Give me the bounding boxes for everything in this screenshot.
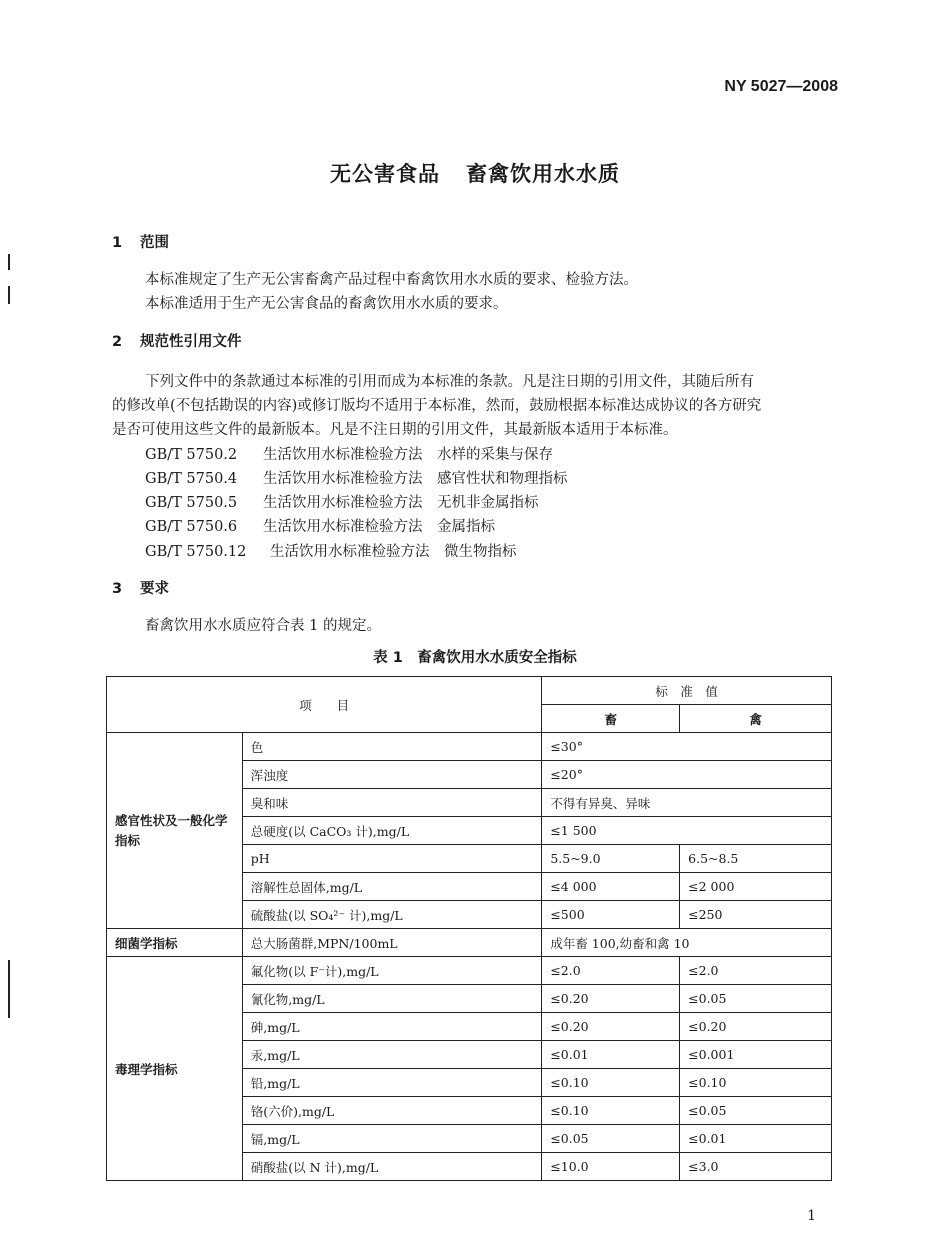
- section-2-heading: 2 规范性引用文件: [112, 334, 242, 350]
- title-part2: 畜禽饮用水水质: [466, 162, 620, 186]
- section-1-p2: 本标准适用于生产无公害食品的畜禽饮用水水质的要求。: [145, 296, 508, 312]
- table-row: 细菌学指标 总大肠菌群,MPN/100mL 成年畜 100,幼畜和禽 10: [107, 929, 832, 957]
- section-1-heading: 1 范围: [112, 235, 169, 251]
- section-3-heading: 3 要求: [112, 581, 169, 597]
- scan-mark: [8, 960, 10, 1018]
- group-bacteriological: 细菌学指标: [107, 929, 243, 957]
- table-row: 溶解性总固体,mg/L ≤4 000 ≤2 000: [107, 873, 832, 901]
- section-1-p1: 本标准规定了生产无公害畜禽产品过程中畜禽饮用水水质的要求、检验方法。: [145, 272, 638, 288]
- reference-item: GB/T 5750.5 生活饮用水标准检验方法 无机非金属指标: [145, 495, 539, 511]
- scan-mark: [8, 286, 10, 304]
- water-quality-table: [106, 676, 832, 1181]
- table-row: 铬(六价),mg/L ≤0.10 ≤0.05: [107, 1097, 832, 1125]
- header-item: 项 目: [107, 677, 542, 733]
- table-row: 硫酸盐(以 SO₄²⁻ 计),mg/L ≤500 ≤250: [107, 901, 832, 929]
- reference-item: GB/T 5750.2 生活饮用水标准检验方法 水样的采集与保存: [145, 447, 553, 463]
- table-caption: 表 1 畜禽饮用水水质安全指标: [373, 650, 577, 666]
- table-row: 感官性状及一般化学指标 色 ≤30°: [107, 733, 832, 761]
- header-livestock: 畜: [542, 705, 680, 733]
- title-part1: 无公害食品: [330, 162, 440, 186]
- section-2-p1: 下列文件中的条款通过本标准的引用而成为本标准的条款。凡是注日期的引用文件，其随后所有: [145, 374, 754, 390]
- table-row: 氰化物,mg/L ≤0.20 ≤0.05: [107, 985, 832, 1013]
- scan-mark: [8, 254, 10, 270]
- table-row: pH 5.5~9.0 6.5~8.5: [107, 845, 832, 873]
- table-row: 浑浊度 ≤20°: [107, 761, 832, 789]
- table-row: 汞,mg/L ≤0.01 ≤0.001: [107, 1041, 832, 1069]
- table-row: 铅,mg/L ≤0.10 ≤0.10: [107, 1069, 832, 1097]
- group-sensory: 感官性状及一般化学指标: [107, 733, 243, 929]
- reference-item: GB/T 5750.12 生活饮用水标准检验方法 微生物指标: [145, 544, 517, 560]
- header-standard-value: 标 准 值: [542, 677, 832, 705]
- table-row: 臭和味 不得有异臭、异味: [107, 789, 832, 817]
- section-3-p1: 畜禽饮用水水质应符合表 1 的规定。: [145, 618, 381, 634]
- table-row: 砷,mg/L ≤0.20 ≤0.20: [107, 1013, 832, 1041]
- table-row: 镉,mg/L ≤0.05 ≤0.01: [107, 1125, 832, 1153]
- section-2-p3: 是否可使用这些文件的最新版本。凡是不注日期的引用文件，其最新版本适用于本标准。: [112, 422, 678, 438]
- document-title: [0, 158, 950, 188]
- table-row: 总硬度(以 CaCO₃ 计),mg/L ≤1 500: [107, 817, 832, 845]
- standard-code: NY 5027—2008: [724, 78, 838, 95]
- table-row: 毒理学指标 氟化物(以 F⁻计),mg/L ≤2.0 ≤2.0: [107, 957, 832, 985]
- reference-item: GB/T 5750.4 生活饮用水标准检验方法 感官性状和物理指标: [145, 471, 568, 487]
- reference-item: GB/T 5750.6 生活饮用水标准检验方法 金属指标: [145, 519, 495, 535]
- table-row: 硝酸盐(以 N 计),mg/L ≤10.0 ≤3.0: [107, 1153, 832, 1181]
- group-toxicological: 毒理学指标: [107, 957, 243, 1181]
- header-poultry: 禽: [680, 705, 832, 733]
- section-2-p2: 的修改单(不包括勘误的内容)或修订版均不适用于本标准，然而，鼓励根据本标准达成协议的各方研究: [112, 398, 762, 414]
- page-number: 1: [807, 1208, 816, 1224]
